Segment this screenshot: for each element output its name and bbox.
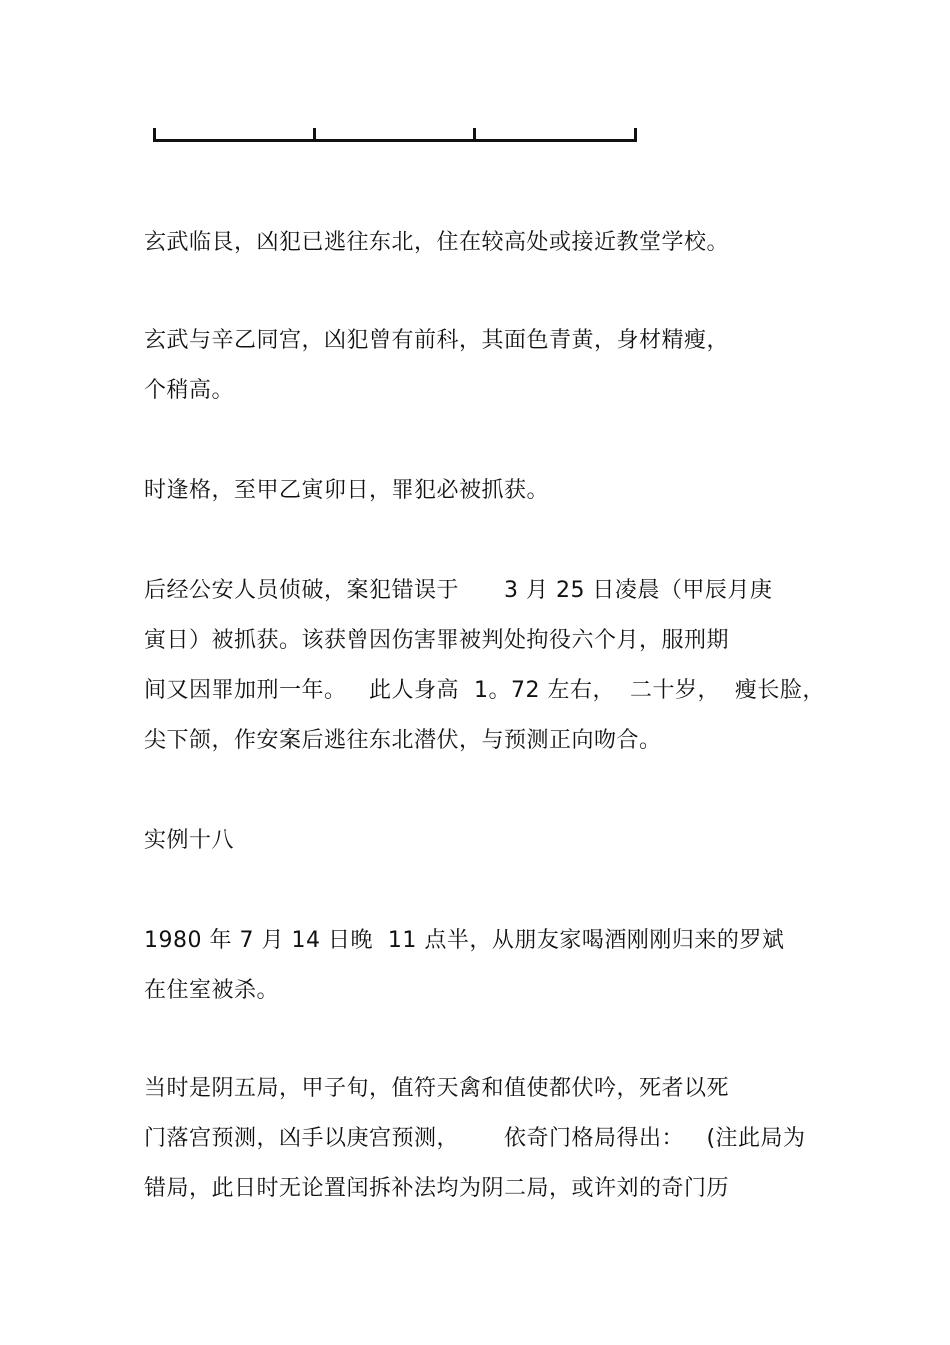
text-line-11: 在住室被杀。 [144, 978, 280, 1003]
text-line-10: 1980 年 7 月 14 日晚 11 点半，从朋友家喝酒刚刚归来的罗斌 [144, 928, 785, 953]
text-line-14: 错局，此日时无论置闰拆补法均为阴二局，或许刘的奇门历 [144, 1176, 730, 1201]
text-line-6: 寅日）被抓获。该获曾因伤害罪被判处拘役六个月，服刑期 [144, 628, 730, 653]
text-line-5: 后经公安人员侦破，案犯错误于 3 月 25 日凌晨（甲辰月庚 [144, 578, 773, 603]
table-bottom-border [153, 128, 637, 142]
table-tick-1 [313, 128, 316, 142]
section-heading: 实例十八 [144, 828, 235, 853]
text-line-8: 尖下颌，作安案后逃往东北潜伏，与预测正向吻合。 [144, 728, 662, 753]
table-border-line [153, 139, 637, 142]
text-line-7: 间又因罪加刑一年。 此人身高 1。72 左右， 二十岁， 瘦长脸， [144, 678, 825, 703]
text-line-13: 门落宫预测，凶手以庚宫预测， 依奇门格局得出： (注此局为 [144, 1126, 806, 1151]
text-line-3: 个稍高。 [144, 378, 235, 403]
table-tick-right [634, 128, 637, 142]
table-tick-2 [473, 128, 476, 142]
text-line-4: 时逢格，至甲乙寅卯日，罪犯必被抓获。 [144, 478, 550, 503]
table-tick-left [153, 128, 156, 142]
text-line-12: 当时是阴五局，甲子旬，值符天禽和值使都伏吟，死者以死 [144, 1076, 730, 1101]
text-line-2: 玄武与辛乙同宫，凶犯曾有前科，其面色青黄，身材精瘦， [144, 328, 730, 353]
text-line-1: 玄武临艮，凶犯已逃往东北，住在较高处或接近教堂学校。 [144, 230, 730, 255]
